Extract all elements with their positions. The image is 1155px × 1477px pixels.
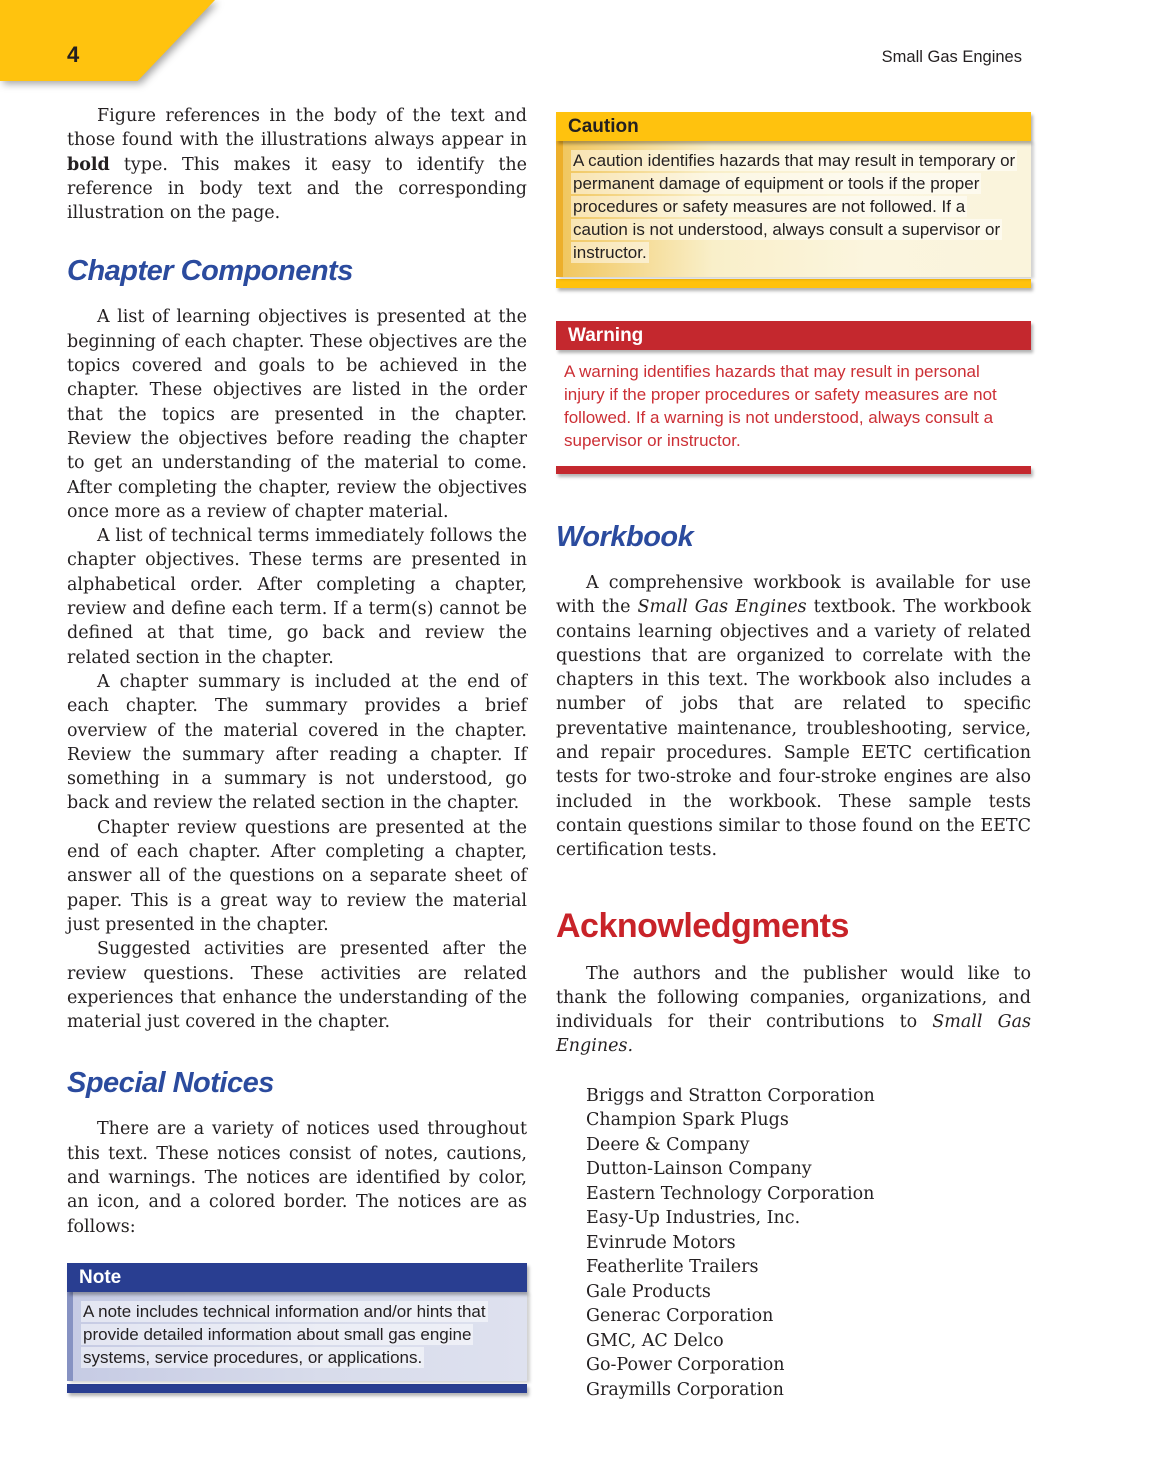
paragraph-text: textbook. The workbook contains learning objectives and a variety of related questions that are organized to correlate with the chapters in this text. The workbook also includes a number of jobs that are related to specific preventative maintenance, troubleshooting, service, and repair procedures. Sample EETC certification tests for two-stroke and four-stroke engines are also included in the workbook. These sample tests contain questions similar to those found on the EETC certification tests.	[556, 597, 1031, 861]
section-heading-workbook: Workbook	[556, 521, 694, 553]
page-number-banner	[0, 0, 215, 81]
caution-box-bottom-bar	[556, 279, 1031, 288]
section-heading-acknowledgments: Acknowledgments	[556, 906, 849, 945]
right-column	[556, 112, 1031, 1402]
company-list-item: Deere & Company	[586, 1134, 750, 1155]
note-box	[67, 1263, 527, 1393]
paragraph-review-questions: Chapter review questions are presented at the end of each chapter. After completing a chapter, answer all of the questions on a separate sheet of paper. This is a great way to review the material just presented in the chapter.	[67, 817, 527, 935]
paragraph-text: The authors and the publisher would like to thank the following companies, organizations, and individuals for their contributions to	[556, 963, 1031, 1033]
paragraph-chapter-summary: A chapter summary is included at the end of each chapter. The summary provides a brief overview of the material covered in the chapter. Review the summary after reading a chapter. If something in a summary is not understood, go back and review the related section in the chapter.	[67, 671, 527, 814]
paragraph-workbook	[556, 571, 1031, 863]
paragraph-text: Figure references in the body of the text and those found with the illustrations always appear in	[67, 106, 527, 151]
warning-box-body	[556, 350, 1031, 458]
company-list-item: Featherlite Trailers	[586, 1257, 759, 1278]
company-list-item: Briggs and Stratton Corporation	[586, 1085, 875, 1106]
company-list-item: Dutton-Lainson Company	[586, 1159, 812, 1180]
warning-box-text: A warning identifies hazards that may result in personal injury if the proper procedures or safety measures are not followed. If a warning is not understood, always consult a supervisor or instructor.	[564, 362, 997, 450]
book-title-italic: Small Gas Engines	[637, 597, 807, 618]
paragraph-text: type. This makes it easy to identify the reference in body text and the corresponding illustration on the page.	[67, 154, 527, 224]
caution-box-body	[556, 141, 1031, 277]
page-number: 4	[67, 42, 80, 67]
warning-box-bottom-bar	[556, 466, 1031, 474]
paragraph-suggested-activities: Suggested activities are presented after the review questions. These activities are related experiences that enhance the understanding of the material just covered in the chapter.	[67, 939, 527, 1033]
company-list-item: Graymills Corporation	[586, 1379, 784, 1400]
paragraph-learning-objectives: A list of learning objectives is presented at the beginning of each chapter. These objectives are the topics covered and goals to be achieved in the chapter. These objectives are listed in the order that the topics are presented in the chapter. Review the objectives before reading the chapter to get an understanding of the material to come. After completing the chapter, review the objectives once more as a review of chapter material.	[67, 307, 527, 522]
note-box-body	[67, 1292, 527, 1381]
banner-shape	[0, 0, 215, 81]
left-column	[67, 104, 527, 1393]
company-list-item: GMC, AC Delco	[586, 1330, 724, 1351]
paragraph-acknowledgments	[556, 962, 1031, 1059]
note-box-title: Note	[67, 1263, 527, 1292]
running-head-title: Small Gas Engines	[881, 48, 1022, 66]
caution-box-text: A caution identifies hazards that may result in temporary or permanent damage of equipment or tools if the proper procedures or safety measures are not followed. If a caution is not understood, always consult a supervisor or instructor.	[573, 151, 1016, 262]
warning-box-title: Warning	[556, 321, 1031, 350]
paragraph-technical-terms: A list of technical terms immediately follows the chapter objectives. These terms are presented in alphabetical order. After completing a chapter, review and define each term. If a term(s) cannot be defined at that time, go back and review the related section in the chapter.	[67, 526, 527, 668]
company-list-item: Eastern Technology Corporation	[586, 1183, 875, 1204]
company-list	[586, 1084, 1031, 1403]
company-list-item: Gale Products	[586, 1281, 711, 1302]
section-heading-special-notices: Special Notices	[67, 1067, 274, 1100]
paragraph-special-notices-intro: There are a variety of notices used throughout this text. These notices consist of notes, cautions, and warnings. The notices are identified by color, an icon, and a colored border. The notices are as follows:	[67, 1119, 527, 1237]
warning-box	[556, 321, 1031, 474]
paragraph-text: A comprehensive workbook is available for use with the	[556, 573, 1031, 618]
caution-box-title: Caution	[556, 112, 1031, 141]
bold-word: bold	[67, 154, 110, 175]
note-box-bottom-bar	[67, 1384, 527, 1393]
company-list-item: Generac Corporation	[586, 1306, 774, 1327]
caution-box	[556, 112, 1031, 288]
company-list-item: Go-Power Corporation	[586, 1355, 785, 1376]
note-box-text: A note includes technical information and/or hints that provide detailed information about small gas engine systems, service procedures, or applications.	[83, 1301, 486, 1367]
company-list-item: Evinrude Motors	[586, 1232, 736, 1253]
paragraph-figure-references	[67, 104, 527, 225]
company-list-item: Champion Spark Plugs	[586, 1110, 789, 1131]
book-title-italic: Small Gas Engines.	[556, 1012, 1031, 1057]
company-list-item: Easy-Up Industries, Inc.	[586, 1208, 801, 1229]
section-heading-chapter-components: Chapter Components	[67, 255, 353, 288]
